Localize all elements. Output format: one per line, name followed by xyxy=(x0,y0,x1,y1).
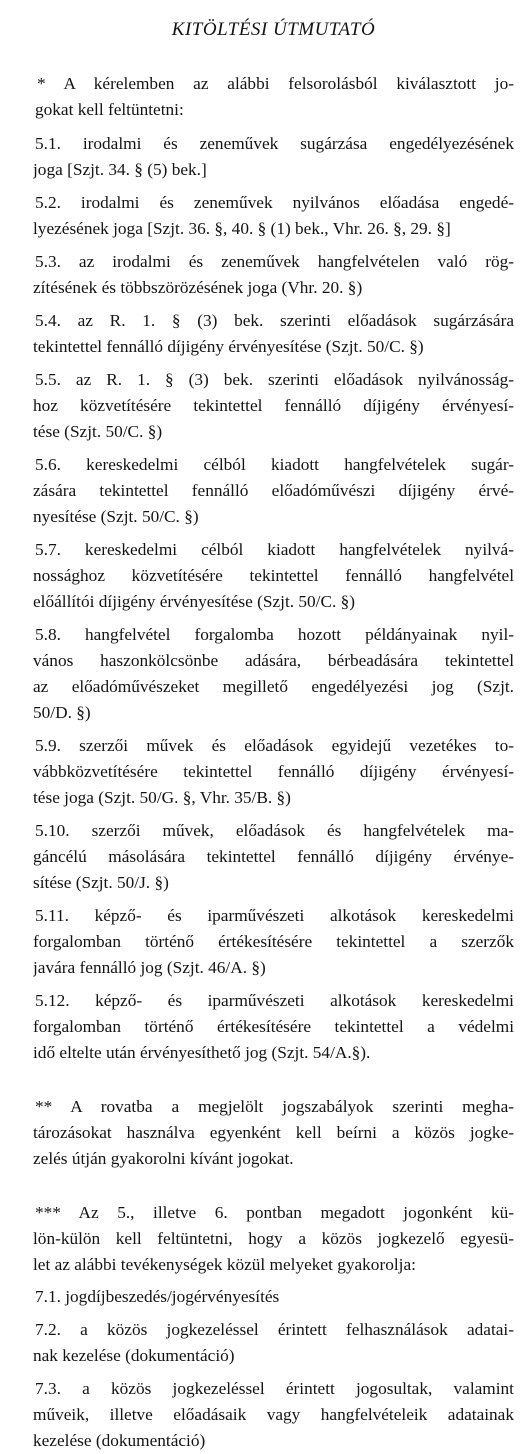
rights-item xyxy=(33,622,514,726)
note-triple-asterisk xyxy=(33,1200,514,1278)
rights-item-line: 5.10. szerzői művek, előadások és hangfelvételek ma- xyxy=(35,821,514,840)
activity-item-line: 7.1. jogdíjbeszedés/jogérvényesítés xyxy=(35,1287,280,1306)
activity-item-line: nak kezelése (dokumentáció) xyxy=(33,1346,235,1365)
rights-item xyxy=(33,131,514,183)
rights-item-line: 5.2. irodalmi és zeneművek nyilvános előadása engedé- xyxy=(35,193,514,212)
note-double-asterisk-line: tározásokat használva egyenként kell beírni a közös jogke- xyxy=(33,1123,514,1142)
rights-item xyxy=(33,308,514,360)
intro-note xyxy=(33,71,514,123)
note-triple-asterisk-line: let az alábbi tevékenységek közül melyeket gyakorolja: xyxy=(33,1255,416,1274)
activity-item-line: 7.2. a közös jogkezeléssel érintett felhasználások adatai- xyxy=(35,1320,514,1339)
rights-item xyxy=(33,367,514,445)
rights-item-line: 5.9. szerzői művek és előadások egyidejű vezetékes to- xyxy=(35,736,514,755)
document-body xyxy=(33,71,514,1454)
note-double-asterisk-line: zelés útján gyakorolni kívánt jogokat. xyxy=(33,1149,294,1168)
activity-item-line: 7.3. a közös jogkezeléssel érintett jogosultak, valamint xyxy=(35,1379,514,1398)
rights-item-line: 5.12. képző- és iparművészeti alkotások kereskedelmi xyxy=(35,991,514,1010)
rights-item-line: 5.4. az R. 1. § (3) bek. szerinti előadások sugárzására xyxy=(35,311,514,330)
rights-item-line: 5.11. képző- és iparművészeti alkotások kereskedelmi xyxy=(35,906,514,925)
rights-item-line: 5.8. hangfelvétel forgalomba hozott példányainak nyil- xyxy=(35,625,514,644)
activity-item-line: műveik, illetve előadásaik vagy hangfelvételeik adatainak xyxy=(33,1405,514,1424)
rights-item xyxy=(33,249,514,301)
rights-item xyxy=(33,988,514,1066)
rights-item xyxy=(33,452,514,530)
rights-item-line: előállítói díjigény érvényesítése (Szjt. 50/C. §) xyxy=(33,592,356,611)
rights-item-line: tése joga (Szjt. 50/G. §, Vhr. 35/B. §) xyxy=(33,788,291,807)
rights-item-line: joga [Szjt. 34. § (5) bek.] xyxy=(33,160,207,179)
activity-item xyxy=(33,1284,514,1310)
rights-item xyxy=(33,733,514,811)
rights-item-line: javára fennálló jog (Szjt. 46/A. §) xyxy=(33,958,266,977)
rights-item-line: gáncélú másolására tekintettel fennálló díjigény érvénye- xyxy=(33,847,514,866)
rights-item-line: 5.5. az R. 1. § (3) bek. szerinti előadások nyilvánosság- xyxy=(35,370,514,389)
rights-item-line: lyezésének joga [Szjt. 36. §, 40. § (1) bek., Vhr. 26. §, 29. §] xyxy=(33,219,451,238)
page-title: KITÖLTÉSI ÚTMUTATÓ xyxy=(171,19,376,40)
rights-item-line: 5.7. kereskedelmi célból kiadott hangfelvételek nyilvá- xyxy=(35,540,514,559)
activity-item xyxy=(33,1376,514,1454)
rights-item-line: forgalomban történő értékesítésére tekintettel a szerzők xyxy=(33,932,514,951)
rights-item-line: forgalomban történő értékesítésére tekintettel a védelmi xyxy=(33,1017,514,1036)
rights-item-line: 5.3. az irodalmi és zeneművek hangfelvételen való rög- xyxy=(35,252,514,271)
activity-item xyxy=(33,1317,514,1369)
rights-item-line: vános haszonkölcsönbe adására, bérbeadására tekintettel xyxy=(33,651,514,670)
rights-item-line: idő eltelte után érvényesíthető jog (Szjt. 54/A.§). xyxy=(33,1043,371,1062)
rights-item-line: hoz közvetítésére tekintettel fennálló díjigény érvényesí- xyxy=(33,396,514,415)
note-double-asterisk xyxy=(33,1094,514,1172)
intro-note-line: gokat kell feltüntetni: xyxy=(35,100,184,119)
rights-item-line: nyesítése (Szjt. 50/C. §) xyxy=(33,507,199,526)
rights-item-line: nossághoz közvetítésére tekintettel fennálló hangfelvétel xyxy=(33,566,514,585)
rights-item-line: 5.6. kereskedelmi célból kiadott hangfelvételek sugár- xyxy=(35,455,514,474)
rights-item-line: vábbközvetítésére tekintettel fennálló díjigény érvényesí- xyxy=(33,762,514,781)
rights-item xyxy=(33,818,514,896)
rights-item-line: zítésének és többszörözésének joga (Vhr. 20. §) xyxy=(33,278,363,297)
rights-item xyxy=(33,903,514,981)
activity-item-line: kezelése (dokumentáció) xyxy=(33,1431,206,1450)
intro-note-line: * A kérelemben az alábbi felsorolásból kiválasztott jo- xyxy=(37,74,514,93)
rights-item-line: 5.1. irodalmi és zeneművek sugárzása engedélyezésének xyxy=(35,134,514,153)
rights-item-line: 50/D. §) xyxy=(33,703,91,722)
rights-item-line: tése (Szjt. 50/C. §) xyxy=(33,422,163,441)
rights-item xyxy=(33,190,514,242)
note-triple-asterisk-line: lön-külön kell feltüntetni, hogy a közös jogkezelő egyesü- xyxy=(33,1229,514,1248)
rights-item-line: az előadóművészeket megillető engedélyezési jog (Szjt. xyxy=(33,677,514,696)
rights-item xyxy=(33,537,514,615)
rights-item-line: tekintettel fennálló díjigény érvényesítése (Szjt. 50/C. §) xyxy=(33,337,424,356)
rights-item-line: zására tekintettel fennálló előadóművészi díjigény érvé- xyxy=(33,481,514,500)
rights-item-line: sítése (Szjt. 50/J. §) xyxy=(33,873,169,892)
note-double-asterisk-line: ** A rovatba a megjelölt jogszabályok szerinti megha- xyxy=(35,1097,514,1116)
note-triple-asterisk-line: *** Az 5., illetve 6. pontban megadott jogonként kü- xyxy=(35,1203,514,1222)
